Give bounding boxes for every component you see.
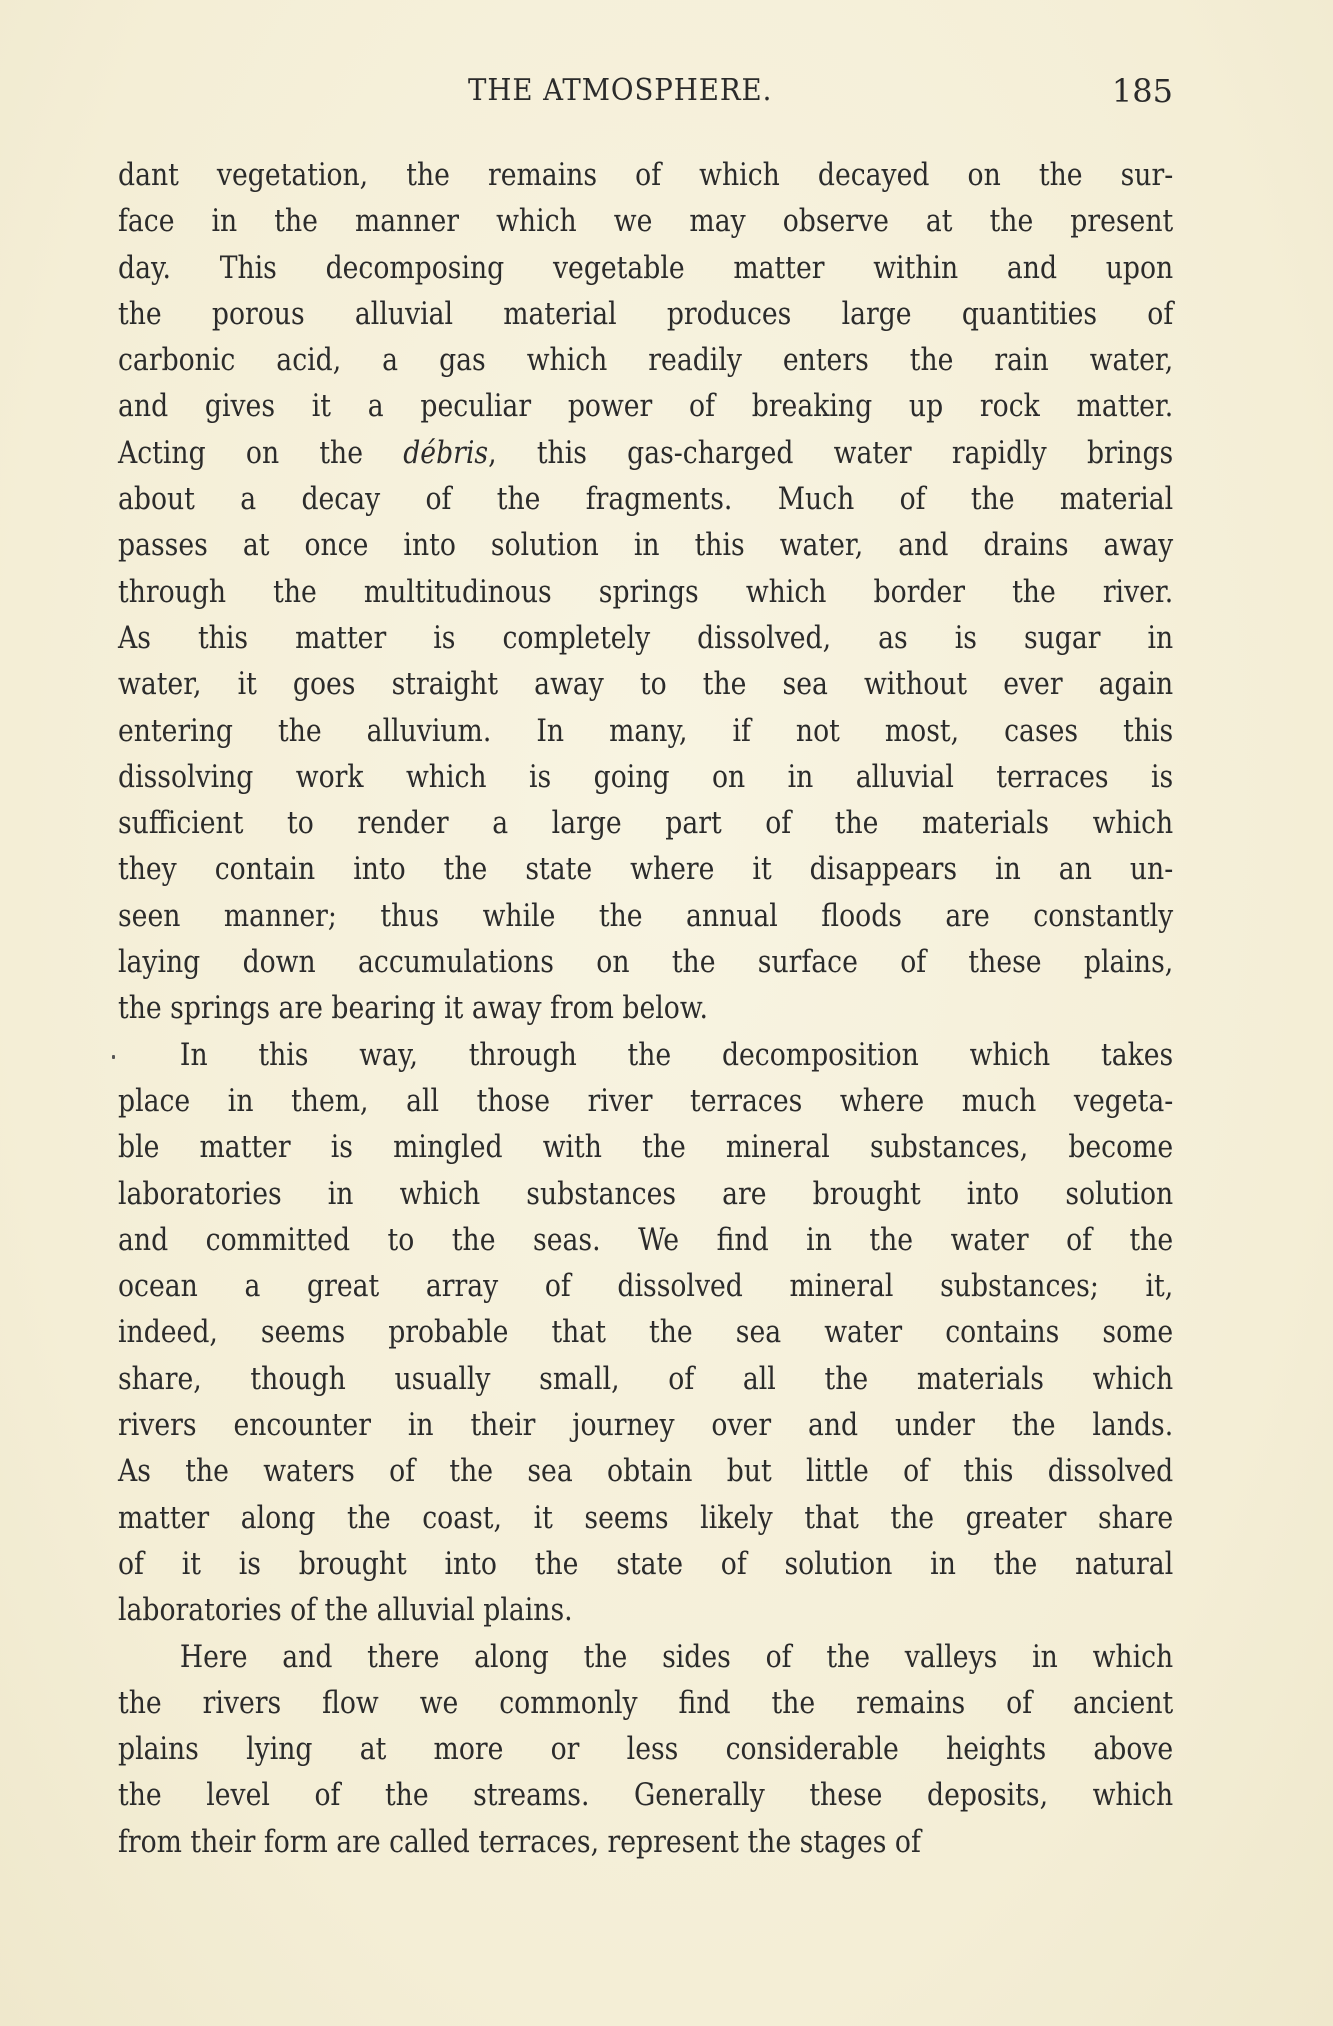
text-line: from their form are called terraces, represent the stages of <box>118 1823 921 1860</box>
text-line: seen manner; thus while the annual floods are constantly <box>118 897 1174 934</box>
text-line: passes at once into solution in this water, and drains away <box>118 527 1174 564</box>
text-line: and committed to the seas. We find in the water of the <box>118 1221 1174 1258</box>
text-line: As this matter is completely dissolved, as is sugar in <box>118 619 1174 656</box>
text-line: laboratories in which substances are brought into solution <box>118 1175 1174 1212</box>
text-line: place in them, all those river terraces where much vegeta- <box>118 1082 1174 1119</box>
text-line: ble matter is mingled with the mineral substances, become <box>118 1129 1174 1166</box>
paragraph <box>118 1032 1173 1634</box>
text-line: laboratories of the alluvial plains. <box>118 1592 573 1629</box>
body-text <box>118 152 1173 1865</box>
text-line: carbonic acid, a gas which readily enters the rain water, <box>118 342 1174 379</box>
stray-ink-mark <box>112 1055 115 1059</box>
text-line: Acting on the débris, this gas-charged water rapidly brings <box>118 434 1174 471</box>
text-line: the springs are bearing it away from below. <box>118 990 708 1027</box>
running-title: THE ATMOSPHERE. <box>468 73 773 108</box>
text-line: water, it goes straight away to the sea without ever again <box>118 666 1174 703</box>
text-line: they contain into the state where it disappears in an un- <box>118 851 1174 888</box>
text-line: about a decay of the fragments. Much of the material <box>118 481 1174 518</box>
text-line: day. This decomposing vegetable matter within and upon <box>118 249 1174 286</box>
text-line: In this way, through the decomposition which takes <box>179 1036 1174 1073</box>
text-line: dissolving work which is going on in alluvial terraces is <box>118 758 1174 795</box>
text-line: rivers encounter in their journey over and under the lands. <box>118 1407 1174 1444</box>
text-line: entering the alluvium. In many, if not most, cases this <box>118 712 1174 749</box>
text-line: ocean a great array of dissolved mineral substances; it, <box>118 1268 1174 1305</box>
text-line: As the waters of the sea obtain but little of this dissolved <box>118 1453 1174 1490</box>
text-line: the level of the streams. Generally these deposits, which <box>118 1777 1174 1814</box>
text-line: face in the manner which we may observe at the present <box>118 203 1174 240</box>
text-line: indeed, seems probable that the sea water contains some <box>118 1314 1174 1351</box>
text-line: the rivers flow we commonly find the remains of ancient <box>118 1684 1174 1721</box>
text-line: dant vegetation, the remains of which decayed on the sur- <box>118 157 1174 193</box>
page-number: 185 <box>1111 72 1173 110</box>
text-line: the porous alluvial material produces large quantities of <box>118 295 1174 332</box>
text-line: share, though usually small, of all the materials which <box>118 1360 1174 1397</box>
text-line: through the multitudinous springs which border the river. <box>118 573 1174 610</box>
text-line: matter along the coast, it seems likely that the greater share <box>118 1499 1174 1536</box>
text-line: of it is brought into the state of solution in the natural <box>118 1545 1174 1582</box>
text-line: sufficient to render a large part of the materials which <box>118 805 1174 842</box>
text-line: plains lying at more or less considerable heights above <box>118 1731 1174 1768</box>
running-head <box>118 66 1173 116</box>
text-line: and gives it a peculiar power of breaking up rock matter. <box>118 388 1174 425</box>
paragraph <box>118 1634 1173 1865</box>
text-line: Here and there along the sides of the valleys in which <box>179 1638 1174 1675</box>
text-line: laying down accumulations on the surface of these plains, <box>118 944 1174 981</box>
paragraph <box>118 152 1173 1032</box>
